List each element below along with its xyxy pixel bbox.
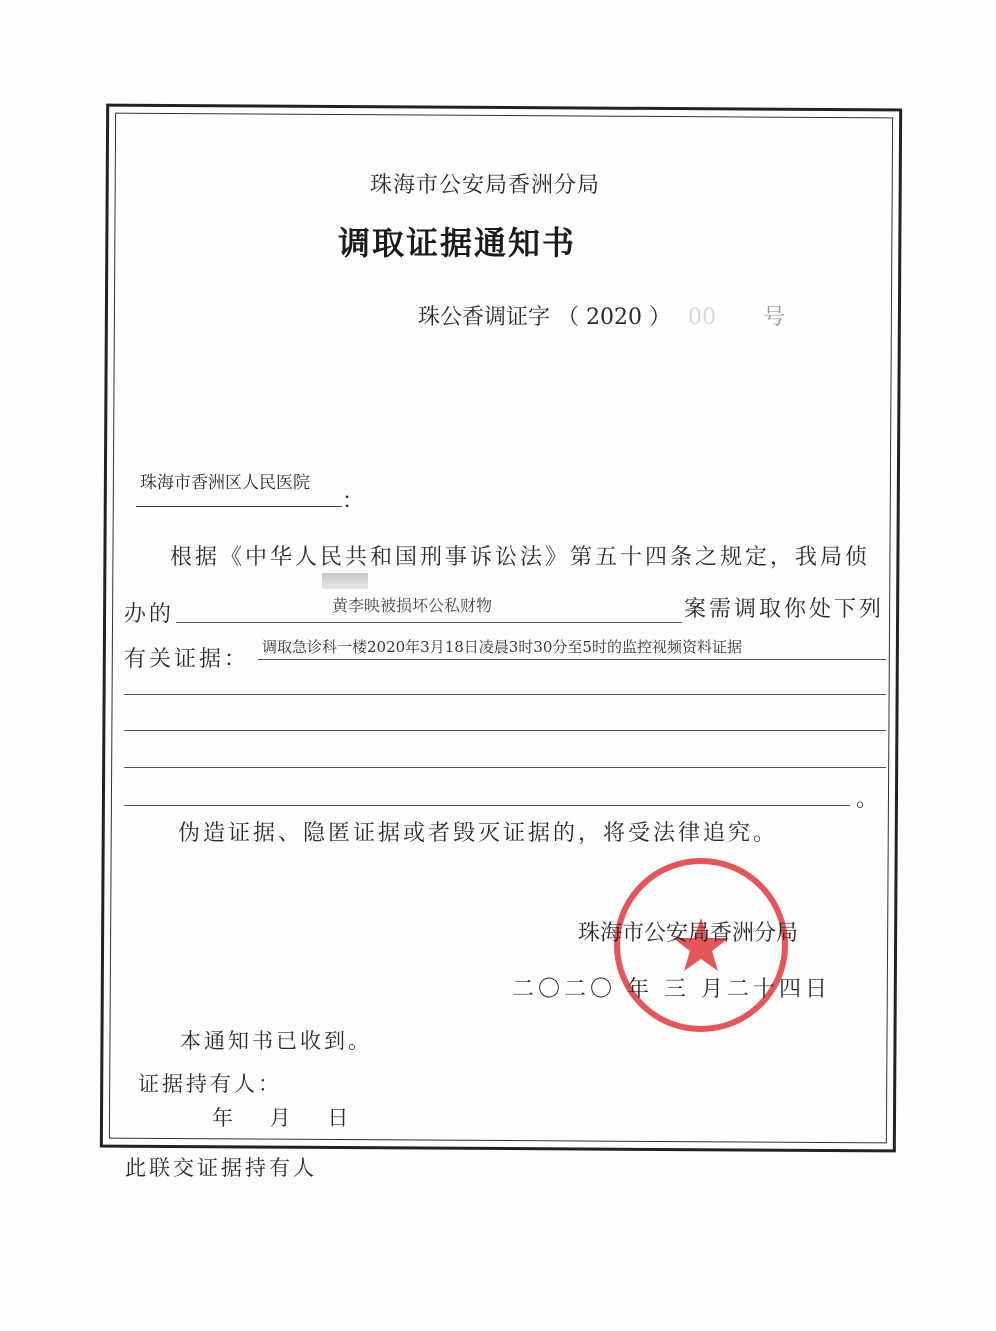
recipient-colon: ： bbox=[342, 489, 365, 514]
evidence-content: 调取急诊科一楼2020年3月18日凌晨3时30分至5时的监控视频资料证据 bbox=[262, 638, 742, 656]
warning-text: 伪造证据、隐匿证据或者毁灭证据的，将受法律追究。 bbox=[178, 821, 779, 846]
receipt-date: 年 月 日 bbox=[212, 1106, 349, 1130]
recipient: 珠海市香洲区人民医院 bbox=[140, 473, 310, 493]
paragraph-line-2-prefix: 办的 bbox=[124, 602, 175, 627]
signature-agency: 珠海市公安局香洲分局 bbox=[578, 921, 799, 946]
evidence-label: 有关证据： bbox=[124, 647, 250, 672]
agency-header: 珠海市公安局香洲分局 bbox=[370, 173, 601, 198]
footer-note: 此联交证据持有人 bbox=[125, 1156, 317, 1180]
case-name: 黄李映被损坏公私财物 bbox=[332, 596, 493, 615]
issue-date: 二〇二〇 年 三 月二十四日 bbox=[512, 977, 831, 1002]
redaction-block bbox=[322, 573, 368, 589]
document-title: 调取证据通知书 bbox=[338, 224, 577, 262]
received-note: 本通知书已收到。 bbox=[180, 1029, 372, 1053]
end-mark: 。 bbox=[856, 787, 882, 812]
paragraph-line-1: 根据《中华人民共和国刑事诉讼法》第五十四条之规定，我局侦 bbox=[170, 545, 871, 570]
holder-label: 证据持有人： bbox=[138, 1072, 282, 1096]
document-number: 珠公香调证字 （ 2020 ） 00 号 bbox=[418, 305, 786, 330]
paragraph-line-2-suffix: 案需调取你处下列 bbox=[684, 597, 885, 622]
